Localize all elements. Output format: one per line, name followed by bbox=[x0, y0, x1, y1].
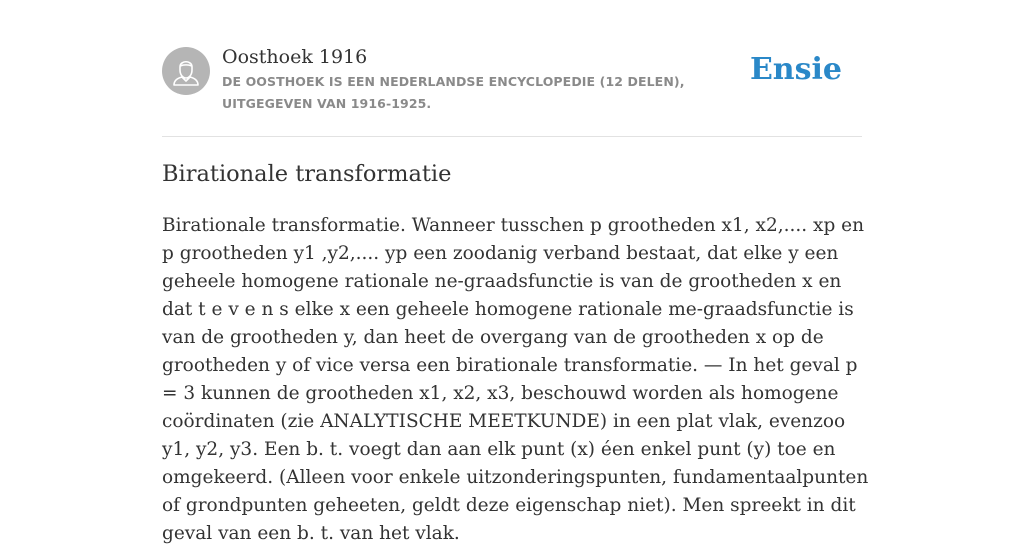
source-title[interactable]: Oosthoek 1916 bbox=[222, 46, 368, 68]
source-avatar-icon[interactable] bbox=[162, 47, 210, 95]
article-body: Birationale transformatie. Wanneer tusschen p grootheden x1, x2,.... xp en p grootheden y1 ,y2,.... yp een zoodanig verband bestaat, dat elke y een geheele homogene rationale ne-graadsfunctie is van de grootheden x en dat t e v e n s elke x een geheele homogene rationale me-graadsfunctie is van de grootheden y, dan heet de overgang van de grootheden x op de grootheden y of vice versa een birationale transformatie. — In het geval p = 3 kunnen de grootheden x1, x2, x3, beschouwd worden als homogene coördinaten (zie ANALYTISCHE MEETKUNDE) in een plat vlak, evenzoo y1, y2, y3. Een b. t. voegt dan aan elk punt (x) éen enkel punt (y) toe en omgekeerd. (Alleen voor enkele uitzonderingspunten, fundamentaalpunten of grondpunten geheeten, geldt deze eigenschap niet). Men spreekt in dit geval van een b. t. van het vlak. bbox=[162, 215, 869, 544]
ensie-logo[interactable]: Ensie bbox=[749, 52, 842, 87]
article-title: Birationale transformatie bbox=[162, 161, 452, 187]
source-description: DE OOSTHOEK IS EEN NEDERLANDSE ENCYCLOPEDIE (12 DELEN), UITGEGEVEN VAN 1916-1925. bbox=[222, 74, 685, 111]
source-header bbox=[162, 44, 862, 137]
